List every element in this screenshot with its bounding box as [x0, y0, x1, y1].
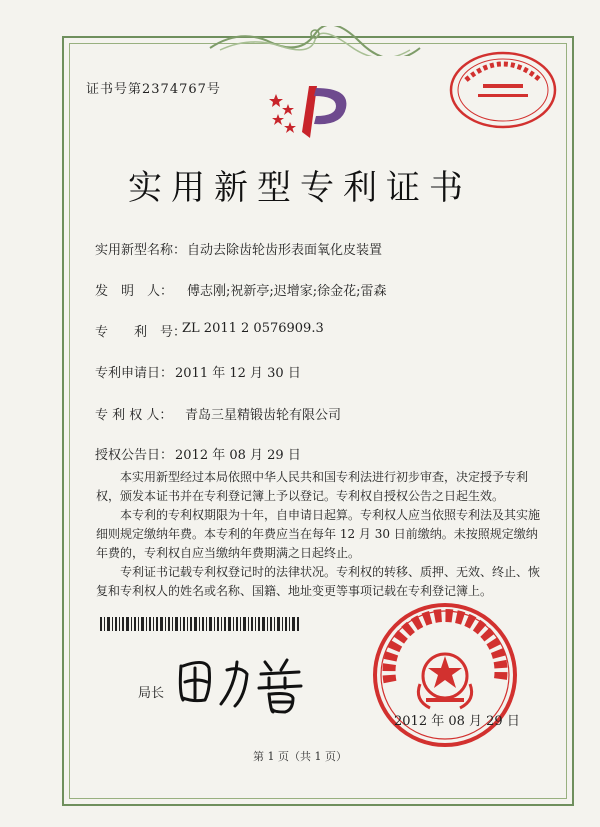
- faded-background-text: [88, 105, 248, 117]
- patent-no-value: ZL 2011 2 0576909.3: [182, 321, 324, 336]
- sipo-logo-icon: [262, 76, 362, 146]
- paragraph-grant: 本实用新型经过本局依照中华人民共和国专利法进行初步审查，决定授予专利权，颁发本证书并在专利登记簿上予以登记。专利权自授权公告之日起生效。: [96, 470, 529, 503]
- certificate-body: [96, 468, 548, 601]
- grant-date-label: 授权公告日：: [95, 448, 174, 463]
- paragraph-term: 本专利的专利权期限为十年，自申请日起算。专利权人应当依照专利法及其实施细则规定缴纳年费。本专利的年费应当在每年 12 月 30 日前缴纳。未按照规定缴纳年费的，专利权自应当缴纳年费期满之日起终止。: [96, 508, 541, 560]
- barcode-icon: [100, 617, 300, 631]
- patent-no-label: 专 利 号：: [95, 325, 187, 340]
- director-signature: [175, 648, 315, 718]
- paragraph-register: 专利证书记载专利权登记时的法律状况。专利权的转移、质押、无效、终止、恢复和专利权人的姓名或名称、国籍、地址变更等事项记载在专利登记簿上。: [96, 565, 541, 598]
- filing-date-value: 2011 年 12 月 30 日: [175, 366, 301, 381]
- certificate-title: 实用新型专利证书: [128, 168, 472, 208]
- filing-date-label: 专利申请日：: [95, 366, 174, 381]
- inventor-label: 发 明 人：: [95, 284, 174, 299]
- patentee-label: 专 利 权 人：: [95, 408, 173, 423]
- name-value: 自动去除齿轮齿形表面氧化皮装置: [187, 243, 383, 258]
- top-ornament-icon: [200, 26, 430, 56]
- inventor-value: 傅志刚;祝新亭;迟增家;徐金花;雷森: [187, 284, 387, 299]
- grant-date-value: 2012 年 08 月 29 日: [175, 448, 301, 463]
- seal-date: 2012 年 08 月 29 日: [394, 714, 520, 729]
- certificate-number: 证书号第2374767号: [86, 82, 221, 97]
- patentee-value: 青岛三星精锻齿轮有限公司: [185, 408, 342, 423]
- director-label: 局长: [138, 686, 165, 701]
- page-indicator: 第 1 页（共 1 页）: [253, 750, 347, 763]
- agency-stamp-icon: [448, 50, 558, 130]
- name-label: 实用新型名称：: [95, 243, 187, 258]
